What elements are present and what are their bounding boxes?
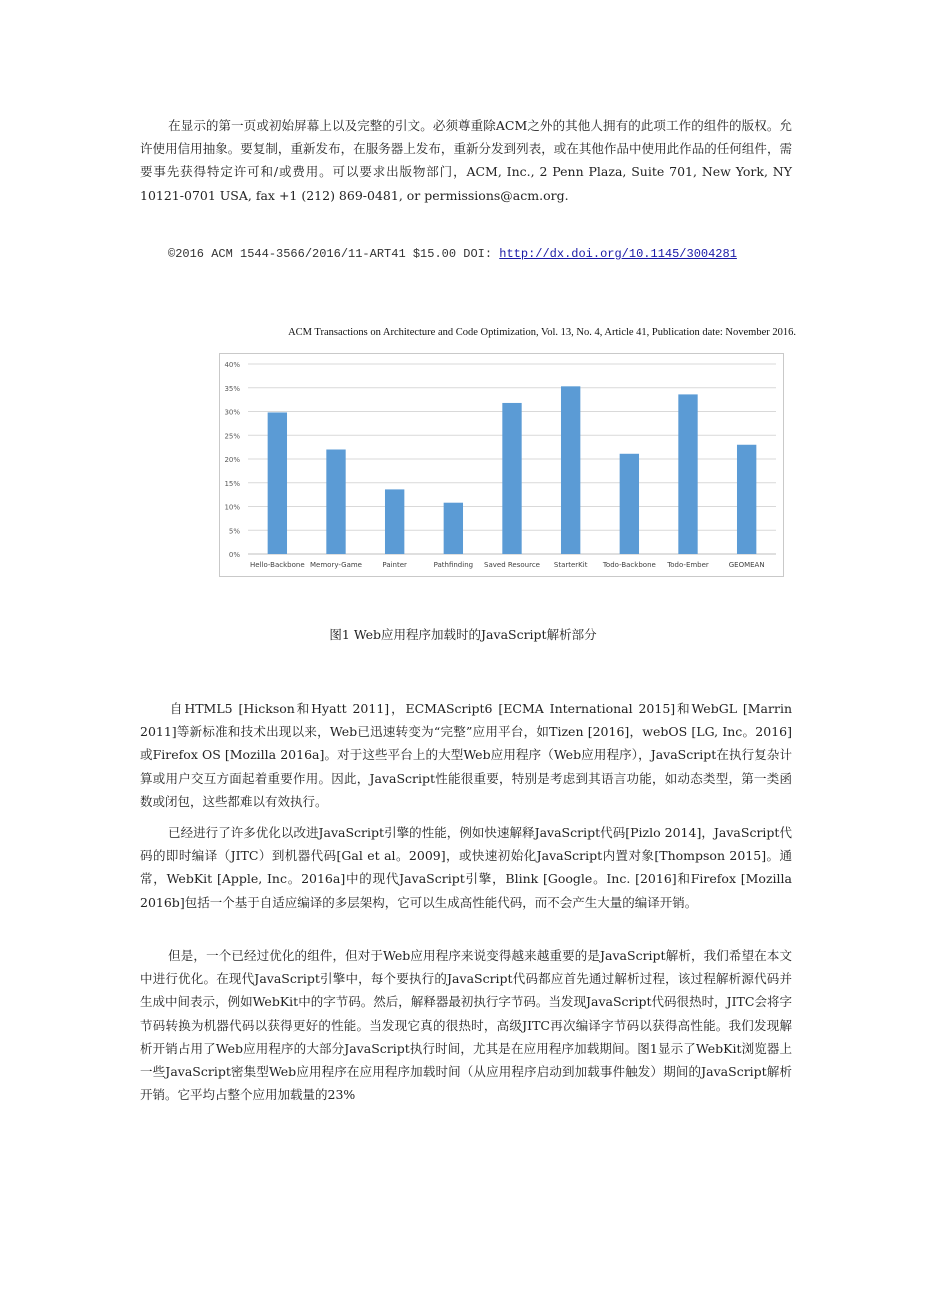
x-tick-label: Memory-Game: [310, 561, 362, 569]
x-tick-label: GEOMEAN: [728, 561, 765, 569]
body-paragraph-2: [140, 821, 792, 914]
x-tick-label: Pathfinding: [433, 561, 474, 569]
journal-reference: ACM Transactions on Architecture and Code Optimization, Vol. 13, No. 4, Article 41, Publication date: November 2016.: [288, 327, 796, 338]
paragraph-text: 但是，一个已经过优化的组件，但对于Web应用程序来说变得越来越重要的是JavaScript解析，我们希望在本文中进行优化。在现代JavaScript引擎中，每个要执行的JavaScript代码都应首先通过解析过程，该过程解析源代码并生成中间表示，例如WebKit中的字节码。然后，解释器最初执行字节码。当发现JavaScript代码很热时，JITC会将字节码转换为机器代码以获得更好的性能。当发现它真的很热时，高级JITC再次编译字节码以获得高性能。我们发现解析开销占用了Web应用程序的大部分JavaScript执行时间，尤其是在应用程序加载期间。图1显示了WebKit浏览器上一些JavaScript密集型Web应用程序在应用程序加载时间（从应用程序启动到加载事件触发）期间的JavaScript解析开销。它平均占整个应用加载量的23%: [140, 948, 792, 1103]
paragraph-text: 已经进行了许多优化以改进JavaScript引擎的性能，例如快速解释JavaScript代码[Pizlo 2014]，JavaScript代码的即时编译（JITC）到机器代码[Gal et al。2009]，或快速初始化JavaScript内置对象[Thompson 2015]。通常，WebKit [Apple, Inc。2016a]中的现代JavaScript引擎，Blink [Google。Inc. [2016]和Firefox [Mozilla 2016b]包括一个基于自适应编译的多层架构，它可以生成高性能代码，而不会产生大量的编译开销。: [140, 825, 792, 910]
doi-line: [168, 247, 737, 261]
figure-chart: [219, 353, 784, 577]
y-tick-label: 10%: [224, 503, 240, 512]
copyright-paragraph: [140, 114, 792, 207]
y-tick-label: 35%: [224, 384, 240, 393]
x-tick-label: Painter: [382, 561, 407, 569]
x-tick-label: Todo-Ember: [667, 561, 709, 569]
bar: [326, 450, 345, 555]
body-paragraph-1: [140, 697, 792, 813]
x-tick-label: Hello-Backbone: [250, 561, 305, 569]
bar: [620, 454, 639, 554]
y-tick-label: 40%: [224, 361, 240, 369]
bar: [268, 412, 287, 554]
copyright-text: 在显示的第一页或初始屏幕上以及完整的引文。必须尊重除ACM之外的其他人拥有的此项工作的组件的版权。允许使用信用抽象。要复制，重新发布，在服务器上发布，重新分发到列表，或在其他作品中使用此作品的任何组件，需要事先获得特定许可和/或费用。可以要求出版物部门，ACM, Inc., 2 Penn Plaza, Suite 701, New York, NY 10121-0701 USA, fax +1 (212) 869-0481, or permissions@acm.org.: [140, 118, 792, 203]
x-tick-label: Todo-Backbone: [602, 561, 656, 569]
bar-chart: [220, 354, 783, 576]
paragraph-text: 自HTML5 [Hickson和Hyatt 2011]，ECMAScript6 [ECMA International 2015]和WebGL [Marrin 2011]等新标准和技术出现以来，Web已迅速转变为“完整”应用平台，如Tizen [2016]，webOS [LG, Inc。2016]或Firefox OS [Mozilla 2016a]。对于这些平台上的大型Web应用程序（Web应用程序），JavaScript在执行复杂计算或用户交互方面起着重要作用。因此，JavaScript性能很重要，特别是考虑到其语言功能，如动态类型，第一类函数或闭包，这些都难以有效执行。: [140, 701, 792, 809]
doi-prefix: ©2016 ACM 1544-3566/2016/11-ART41 $15.00 DOI:: [168, 247, 500, 261]
y-tick-label: 30%: [224, 408, 240, 417]
bar: [385, 489, 404, 554]
bar: [444, 503, 463, 554]
bar: [561, 386, 580, 554]
y-tick-label: 5%: [228, 527, 240, 536]
figure-caption: 图1 Web应用程序加载时的JavaScript解析部分: [329, 627, 597, 642]
bar: [737, 445, 756, 554]
y-tick-label: 15%: [224, 479, 240, 488]
bar: [678, 394, 697, 554]
x-tick-label: Saved Resource: [484, 561, 540, 569]
body-paragraph-3: [140, 944, 792, 1106]
y-tick-label: 0%: [228, 551, 240, 559]
doi-link[interactable]: http://dx.doi.org/10.1145/3004281: [499, 247, 737, 261]
y-tick-label: 20%: [224, 456, 240, 464]
y-tick-label: 25%: [224, 432, 240, 441]
x-tick-label: StarterKit: [553, 561, 588, 569]
bar: [502, 403, 521, 554]
